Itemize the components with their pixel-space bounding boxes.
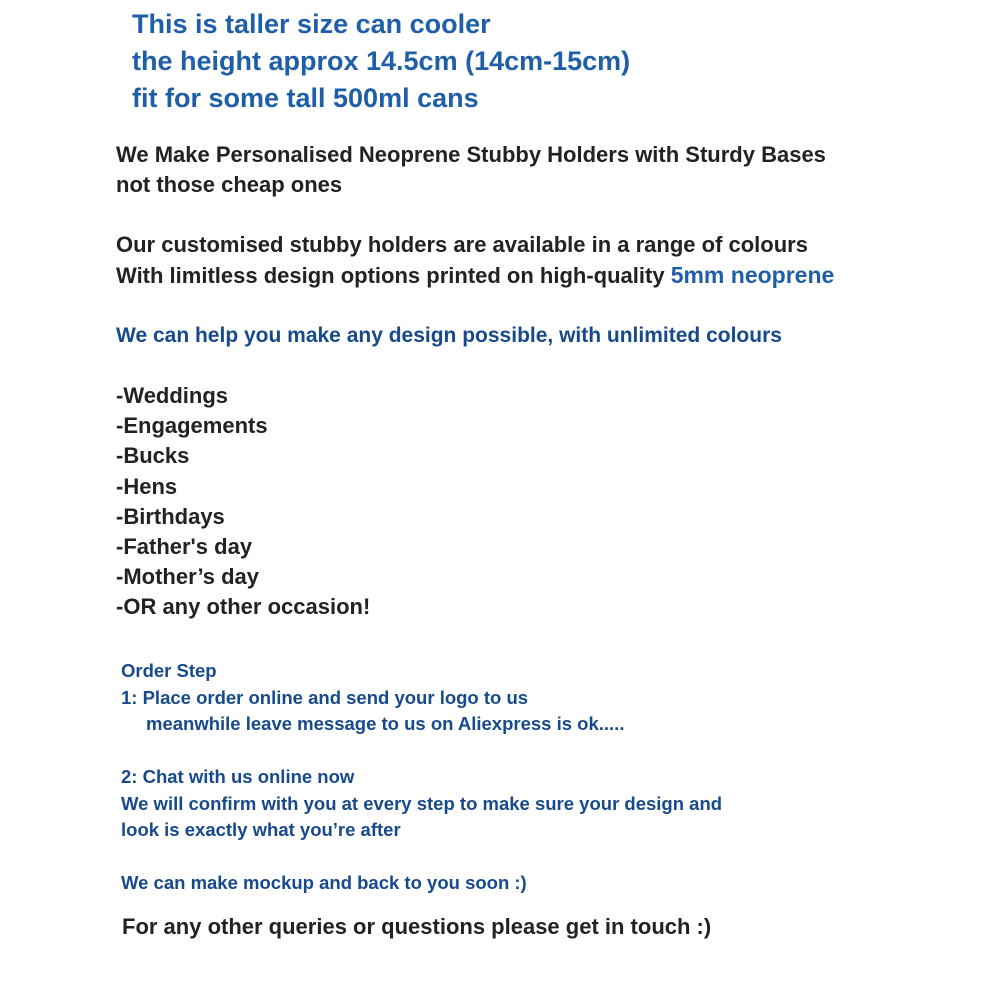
intro-line-2: not those cheap ones	[116, 172, 343, 197]
range-paragraph	[116, 230, 834, 291]
range-line-1: Our customised stubby holders are available in a range of colours	[116, 232, 808, 257]
order-steps	[121, 658, 722, 897]
header-line-3: fit for some tall 500ml cans	[132, 83, 479, 113]
range-line-2	[116, 260, 834, 291]
list-item: -Engagements	[116, 413, 268, 439]
neoprene-highlight: 5mm neoprene	[670, 262, 835, 288]
design-note-text: We can help you make any design possible, with unlimited colours	[116, 324, 782, 347]
range-line-2-text: With limitless design options printed on high-quality	[116, 263, 671, 288]
list-item: -Father's day	[116, 534, 253, 560]
step-2-line-1: 2: Chat with us online now	[121, 766, 355, 787]
intro-line-1: We Make Personalised Neoprene Stubby Holders with Sturdy Bases	[116, 142, 826, 167]
list-item: -Hens	[116, 473, 178, 499]
list-item: -OR any other occasion!	[116, 594, 371, 620]
header-line-2: the height approx 14.5cm (14cm-15cm)	[132, 46, 631, 76]
step-2-line-3: look is exactly what you’re after	[121, 819, 401, 840]
list-item: -Mother’s day	[116, 564, 260, 590]
occasions-list	[116, 381, 370, 623]
step-1-line-1: 1: Place order online and send your logo to us	[121, 686, 529, 708]
order-title: Order Step	[121, 660, 217, 681]
list-item: -Weddings	[116, 383, 229, 408]
header-block	[132, 6, 630, 117]
header-line-1: This is taller size can cooler	[132, 9, 491, 39]
design-note	[116, 321, 782, 351]
list-item: -Birthdays	[116, 503, 225, 529]
spacer	[121, 738, 722, 765]
step-1-line-2: meanwhile leave message to us on Aliexpress is ok.....	[146, 713, 625, 734]
step-2-line-2: We will confirm with you at every step to make sure your design and	[121, 792, 723, 814]
intro-paragraph	[116, 140, 826, 200]
list-item: -Bucks	[116, 443, 190, 469]
footer-contact: For any other queries or questions please get in touch :)	[122, 914, 712, 939]
spacer	[121, 844, 722, 871]
mockup-note: We can make mockup and back to you soon :)	[121, 872, 527, 893]
